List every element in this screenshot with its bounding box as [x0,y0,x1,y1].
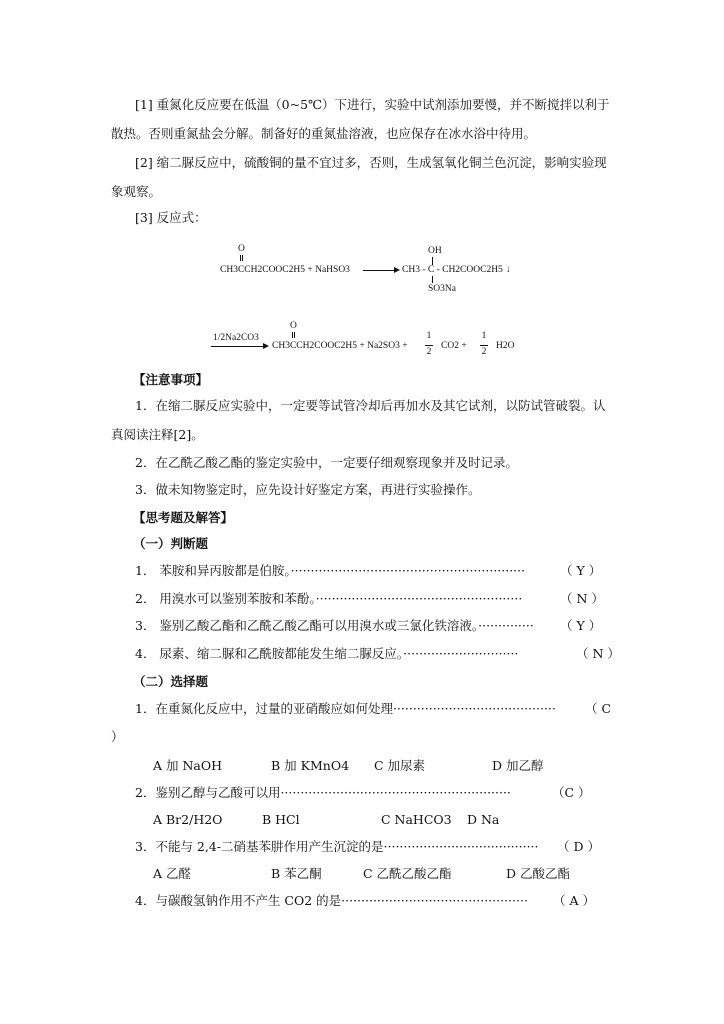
double-bond-mark [242,255,243,261]
choice-answer-1-close: ） [111,729,124,744]
choice-2-option-a: A Br2/H2O [153,812,223,827]
judge-question-2: 2． 用溴水可以鉴别苯胺和苯酚。···················································· [135,591,523,606]
judge-answer-3: （ Y ） [560,618,602,633]
choice-answer-2: （C ） [552,785,591,800]
choice-2-option-c: C NaHCO3 [381,812,452,827]
choice-answer-3: （ D ） [557,839,600,854]
note-1-line-1: [1] 重氮化反应要在低温（0~5℃）下进行，实验中试剂添加要慢，并不断搅拌以利于 [135,97,610,112]
sulfonate-label: SO3Na [428,284,456,294]
product-right: CH3 - C - CH2COOC2H5 [402,265,503,275]
precaution-2: 2．在乙酰乙酸乙酯的鉴定实验中，一定要仔细观察现象并及时记录。 [135,455,518,470]
precipitate-arrow: ↓ [506,265,511,275]
choice-question-2: 2．鉴别乙醇与乙酸可以用·························································· [135,785,511,800]
fraction-denominator: 2 [481,347,487,357]
note-3: [3] 反应式： [135,210,207,225]
qa-heading: 【思考题及解答】 [133,510,234,525]
choice-question-3: 3．不能与 2,4-二硝基苯肼作用产生沉淀的是······································· [135,839,539,854]
reaction-arrow [363,270,398,271]
choice-3-option-b: B 苯乙酮 [271,866,322,881]
note-2-line-2: 象观察。 [111,184,162,199]
choice-answer-4: （ A ） [553,893,595,908]
choice-3-option-c: C 乙酰乙酸乙酯 [363,866,452,881]
double-bond-mark [292,332,293,338]
reagent-label: 1/2Na2CO3 [213,333,259,343]
choice-3-option-d: D 乙酸乙酯 [506,866,570,881]
fraction-line [480,345,488,346]
choice-2-option-d: D Na [467,812,500,827]
note-2-line-1: [2] 缩二脲反应中，硫酸铜的量不宜过多，否则，生成氢氧化铜兰色沉淀，影响实验现 [135,155,607,170]
fraction-denominator: 2 [426,347,432,357]
bond-up [432,257,433,265]
choice-2-option-b: B HCl [262,812,300,827]
judge-answer-1: （ Y ） [560,563,602,578]
bond-down [432,276,433,283]
double-bond-mark [240,255,241,261]
precautions-heading: 【注意事项】 [133,372,209,387]
precaution-1-line-1: 1．在缩二脲反应实验中，一定要等试管冷却后再加水及其它试剂，以防试管破裂。认 [135,398,606,413]
judge-answer-2: （ N ） [560,591,604,606]
double-bond-mark [294,332,295,338]
choice-3-option-a: A 乙醛 [153,866,192,881]
judge-heading: （一）判断题 [133,536,209,551]
choice-1-option-d: D 加乙醇 [492,758,544,773]
carbonyl-oxygen: O [238,244,245,254]
choice-heading: （二）选择题 [133,674,209,689]
choice-question-1: 1．在重氮化反应中，过量的亚硝酸应如何处理········································· [135,701,556,716]
judge-question-4: 4． 尿素、缩二脲和乙酰胺都能发生缩二脲反应。····························· [135,646,519,661]
co2-term: CO2 + [441,341,467,351]
choice-answer-1: （ C [585,701,612,716]
reaction-arrow [211,346,267,347]
product-main: CH3CCH2COOC2H5 + Na2SO3 + [272,341,408,351]
precaution-1-line-2: 真阅读注释[2]。 [111,427,204,442]
fraction-numerator: 1 [426,331,432,341]
carbonyl-oxygen: O [290,321,297,331]
fraction-numerator: 1 [481,331,487,341]
h2o-term: H2O [496,341,515,351]
reactant-left: CH3CCH2COOC2H5 + NaHSO3 [220,265,350,275]
choice-1-option-c: C 加尿素 [374,758,426,773]
precaution-3: 3．做未知物鉴定时，应先设计好鉴定方案，再进行实验操作。 [135,482,481,497]
judge-question-1: 1． 苯胺和异丙胺都是伯胺。··························································· [135,563,526,578]
judge-question-3: 3． 鉴别乙酸乙酯和乙酰乙酸乙酯可以用溴水或三氯化铁溶液。·············· [135,618,534,633]
note-1-line-2: 散热。否则重氮盐会分解。制备好的重氮盐溶液，也应保存在冰水浴中待用。 [111,126,537,141]
hydroxyl-label: OH [428,246,442,256]
choice-1-option-b: B 加 KMnO4 [271,758,350,773]
choice-1-option-a: A 加 NaOH [153,758,223,773]
choice-question-4: 4．与碳酸氢钠作用不产生 CO2 的是··············································· [135,893,528,908]
judge-answer-4: （ N ） [576,646,620,661]
fraction-line [425,345,433,346]
